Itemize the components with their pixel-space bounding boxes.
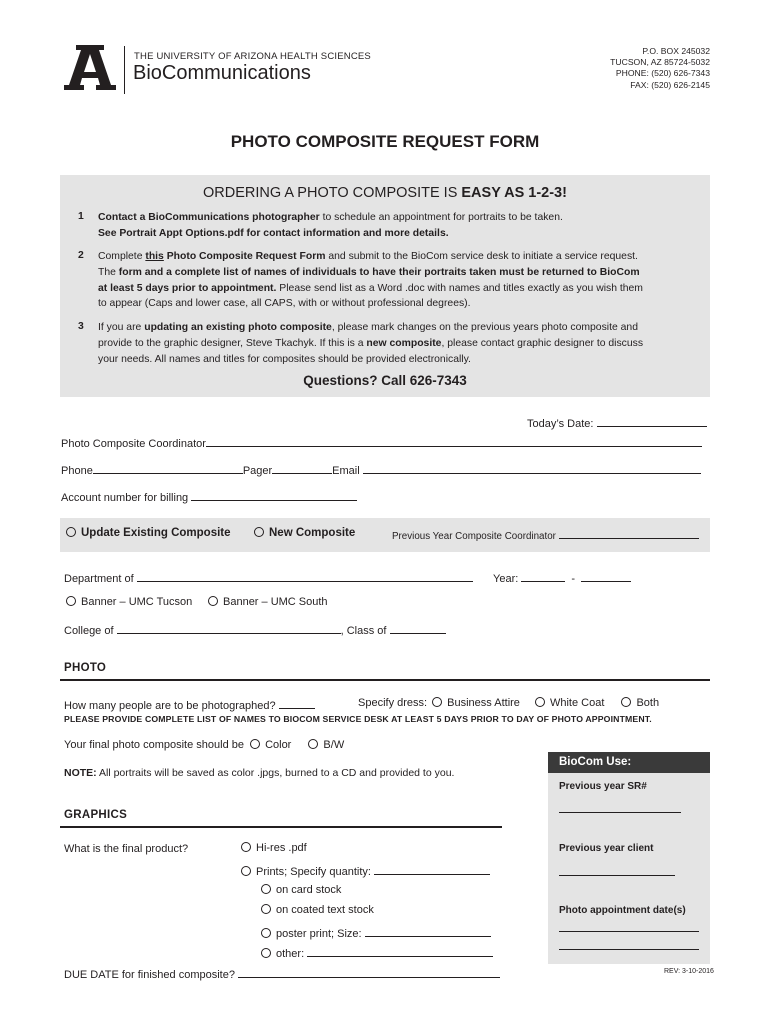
note-row	[64, 767, 454, 779]
prev-coordinator-row	[392, 529, 699, 542]
bw-label: B/W	[323, 739, 345, 751]
dress-row	[358, 697, 659, 709]
poster-size-field[interactable]	[365, 925, 491, 937]
update-existing-label: Update Existing Composite	[81, 527, 231, 539]
step-3-part: new composite	[366, 337, 442, 349]
brand-name: BioCommunications	[133, 62, 311, 84]
step-number: 2	[78, 250, 84, 261]
email-label: Email	[332, 465, 360, 477]
quantity-field[interactable]	[374, 863, 490, 875]
step-2-part: this	[145, 251, 164, 262]
step-1-bold: Contact a BioCommunications photographer	[98, 212, 320, 223]
department-field[interactable]	[137, 570, 473, 582]
todays-date-field[interactable]	[597, 415, 707, 427]
how-many-label: How many people are to be photographed?	[64, 700, 276, 712]
address-line: P.O. BOX 245032	[642, 46, 710, 56]
prints-label: Prints; Specify quantity:	[256, 866, 371, 878]
color-option[interactable]	[250, 739, 291, 751]
step-number: 1	[78, 211, 84, 222]
prev-sr-field[interactable]	[559, 801, 681, 813]
prev-client-field[interactable]	[559, 864, 675, 876]
due-date-field[interactable]	[238, 966, 500, 978]
radio-icon[interactable]	[66, 596, 76, 606]
step-3-part: updating an existing photo composite	[144, 322, 332, 333]
step-2-part: to appear (Caps and lower case, all CAPS, with or without professional degrees).	[98, 298, 471, 310]
card-stock-option[interactable]	[261, 884, 341, 896]
poster-option[interactable]	[261, 925, 491, 940]
hires-option[interactable]	[241, 842, 307, 854]
photo-heading: PHOTO	[64, 662, 107, 674]
contact-row	[61, 462, 701, 477]
final-format-row	[64, 739, 344, 751]
step-2-part: Complete	[98, 251, 146, 262]
step-2-part: Please send list as a Word .doc with names and titles exactly as you wish them	[276, 282, 643, 294]
coated-stock-label: on coated text stock	[276, 904, 374, 916]
step-3-part: If you are	[98, 322, 145, 333]
business-attire-label: Business Attire	[447, 697, 520, 709]
poster-label: poster print; Size:	[276, 928, 362, 940]
appt-date-field-2[interactable]	[559, 938, 699, 950]
new-composite-label: New Composite	[269, 527, 356, 539]
coordinator-field[interactable]	[206, 435, 702, 447]
step-2-part: The	[98, 266, 119, 278]
department-label: Department of	[64, 573, 134, 585]
address-line: PHONE: (520) 626-7343	[615, 68, 710, 79]
department-row	[64, 570, 473, 585]
business-attire-option[interactable]	[430, 697, 520, 709]
appt-dates-label: Photo appointment date(s)	[559, 905, 686, 916]
college-field[interactable]	[117, 622, 341, 634]
step-1-line2: See Portrait Appt Options.pdf for contact information and more details.	[98, 227, 449, 239]
update-existing-option[interactable]	[66, 527, 231, 539]
step-2-part: and submit to the BioCom service desk to initiate a service request.	[325, 251, 638, 262]
step-3-part: , please contact graphic designer to discuss	[441, 337, 644, 349]
step-2-part: Photo Composite Request Form	[163, 251, 326, 262]
intro-heading-bold: EASY AS 1-2-3!	[461, 185, 567, 201]
college-label: College of	[64, 625, 114, 637]
email-field[interactable]	[363, 462, 701, 474]
radio-icon[interactable]	[261, 884, 271, 894]
step-3-text	[98, 320, 643, 367]
radio-icon[interactable]	[261, 948, 271, 958]
biocom-use-title: BioCom Use:	[559, 756, 632, 768]
final-format-label: Your final photo composite should be	[64, 739, 244, 751]
radio-icon[interactable]	[66, 527, 76, 537]
radio-icon[interactable]	[261, 904, 271, 914]
account-row	[61, 489, 357, 504]
step-2-part: form and a complete list of names of individuals to have their portraits taken must be returned to BioCom	[118, 266, 640, 278]
account-field[interactable]	[191, 489, 357, 501]
appt-date-field-1[interactable]	[559, 920, 699, 932]
questions-line: Questions? Call 626-7343	[303, 373, 467, 388]
year-end-field[interactable]	[581, 570, 631, 582]
address-line: TUCSON, AZ 85724-5032	[610, 57, 710, 68]
step-number: 3	[78, 321, 84, 332]
prev-sr-label: Previous year SR#	[559, 781, 647, 792]
radio-icon[interactable]	[241, 866, 251, 876]
header-divider	[124, 46, 125, 94]
coordinator-row	[61, 435, 702, 450]
final-product-label: What is the final product?	[64, 843, 189, 855]
radio-icon[interactable]	[254, 527, 264, 537]
university-a-logo	[62, 44, 120, 92]
photo-rule	[60, 679, 710, 681]
graphics-heading: GRAPHICS	[64, 809, 128, 821]
note-bold: NOTE:	[64, 767, 97, 779]
radio-icon[interactable]	[241, 842, 251, 852]
graphics-rule	[60, 826, 502, 828]
account-label: Account number for billing	[61, 492, 189, 504]
due-date-row	[64, 966, 500, 981]
other-field[interactable]	[307, 945, 493, 957]
step-2-text	[98, 249, 643, 312]
todays-date-row	[527, 415, 707, 430]
how-many-field[interactable]	[279, 697, 315, 709]
intro-heading-plain: ORDERING A PHOTO COMPOSITE IS	[203, 185, 462, 201]
university-line: THE UNIVERSITY OF ARIZONA HEALTH SCIENCES	[134, 51, 371, 62]
address-block	[610, 46, 710, 91]
prev-coordinator-label: Previous Year Composite Coordinator	[392, 531, 556, 542]
year-start-field[interactable]	[521, 570, 565, 582]
pager-label: Pager	[242, 465, 273, 477]
intro-heading	[60, 185, 710, 201]
note-text: All portraits will be saved as color .jpgs, burned to a CD and provided to you.	[96, 767, 455, 779]
other-label: other:	[276, 948, 305, 960]
year-dash: -	[571, 573, 576, 585]
step-1-text	[98, 210, 563, 242]
due-date-label: DUE DATE for finished composite?	[64, 969, 235, 981]
radio-icon[interactable]	[308, 739, 318, 749]
how-many-row	[64, 697, 315, 712]
radio-icon[interactable]	[208, 596, 218, 606]
phone-field[interactable]	[93, 462, 243, 474]
banner-south-label: Banner – UMC South	[223, 596, 328, 608]
white-coat-label: White Coat	[549, 697, 605, 709]
coordinator-label: Photo Composite Coordinator	[61, 438, 206, 450]
phone-label: Phone	[61, 465, 93, 477]
radio-icon[interactable]	[535, 697, 545, 707]
radio-icon[interactable]	[432, 697, 442, 707]
radio-icon[interactable]	[621, 697, 631, 707]
banner-tucson-label: Banner – UMC Tucson	[81, 596, 193, 608]
year-label: Year:	[493, 573, 519, 585]
other-option[interactable]	[261, 945, 493, 960]
pager-field[interactable]	[272, 462, 332, 474]
step-3-part: your needs. All names and titles for composites should be provided electronically.	[98, 353, 471, 365]
both-label: Both	[636, 697, 660, 709]
college-row	[64, 622, 446, 637]
revision-label: REV: 3-10-2016	[664, 968, 714, 975]
address-line: FAX: (520) 626-2145	[630, 79, 710, 90]
class-of-label: , Class of	[340, 625, 387, 637]
step-1-rest: to schedule an appointment for portraits to be taken.	[319, 212, 563, 223]
photo-notice: PLEASE PROVIDE COMPLETE LIST OF NAMES TO BIOCOM SERVICE DESK AT LEAST 5 DAYS PRIOR TO DAY OF PHOTO APPOINTMENT.	[64, 714, 652, 724]
step-3-part: provide to the graphic designer, Steve Tkachyk. If this is a	[98, 337, 367, 349]
radio-icon[interactable]	[250, 739, 260, 749]
page-title: PHOTO COMPOSITE REQUEST FORM	[230, 132, 540, 151]
prev-coordinator-field[interactable]	[559, 529, 699, 539]
banner-tucson-option[interactable]	[66, 596, 192, 608]
todays-date-label: Today’s Date:	[527, 418, 594, 430]
banner-south-option[interactable]	[208, 596, 328, 608]
hires-label: Hi-res .pdf	[256, 842, 307, 854]
bw-option[interactable]	[308, 739, 344, 751]
new-composite-option[interactable]	[254, 527, 355, 539]
white-coat-option[interactable]	[535, 697, 604, 709]
step-3-part: , please mark changes on the previous years photo composite and	[331, 322, 638, 333]
class-of-field[interactable]	[390, 622, 446, 634]
year-row	[493, 570, 631, 585]
card-stock-label: on card stock	[276, 884, 342, 896]
prev-client-label: Previous year client	[559, 843, 654, 854]
step-2-part: at least 5 days prior to appointment.	[98, 282, 277, 294]
radio-icon[interactable]	[261, 928, 271, 938]
both-option[interactable]	[621, 697, 659, 709]
coated-stock-option[interactable]	[261, 904, 374, 916]
color-label: Color	[265, 739, 292, 751]
dress-label: Specify dress:	[358, 697, 428, 709]
prints-option[interactable]	[241, 863, 490, 878]
